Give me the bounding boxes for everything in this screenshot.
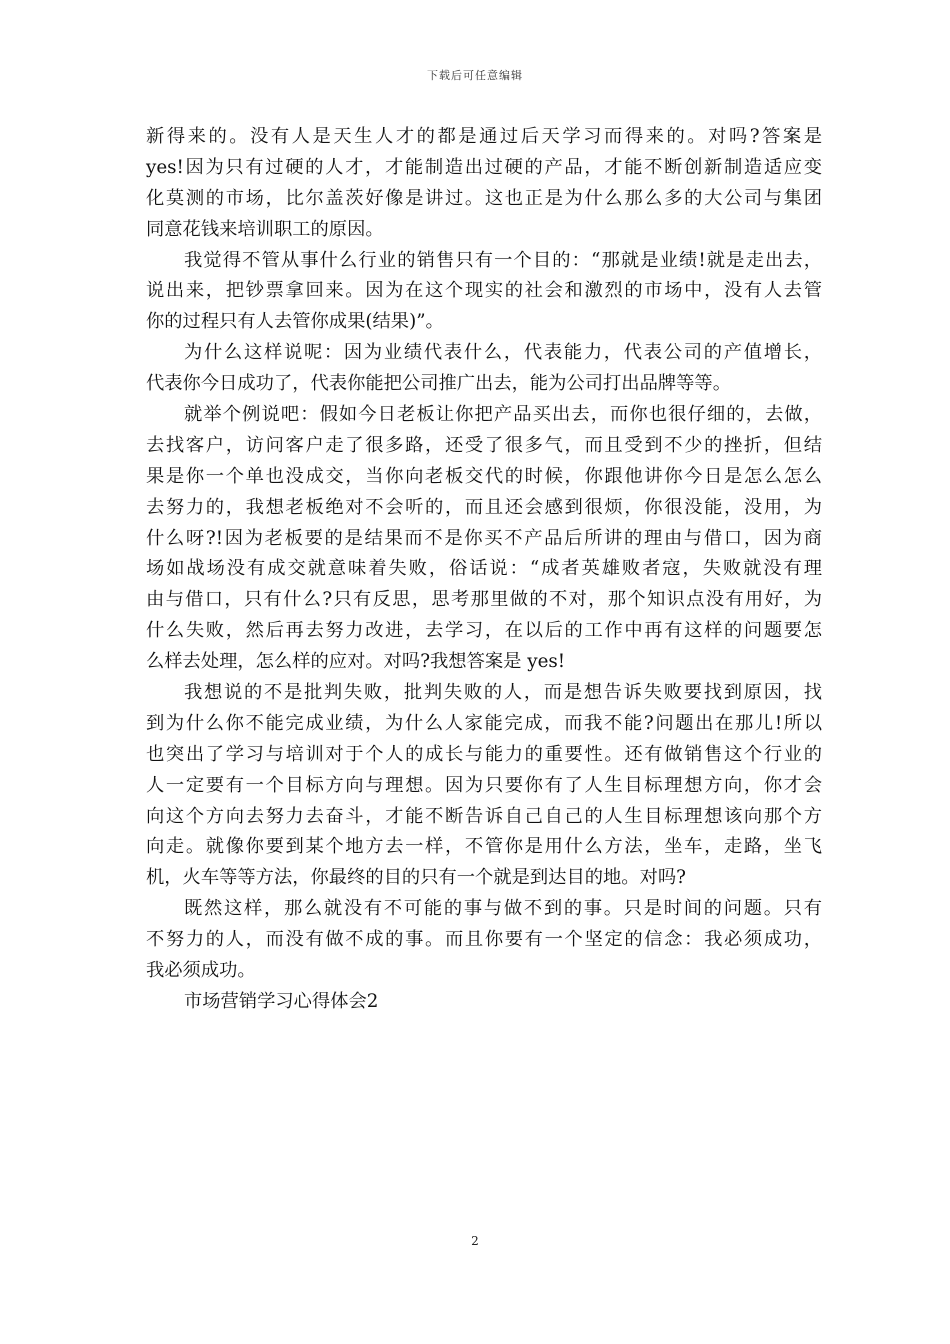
text-line: yes!因为只有过硬的人才，才能制造出过硬的产品，才能不断创新制造适应变 (146, 156, 822, 178)
paragraph (146, 338, 822, 400)
text-line: 什么失败，然后再去努力改进，去学习，在以后的工作中再有这样的问题要怎 (146, 620, 822, 642)
text-line: 不努力的人，而没有做不成的事。而且你要有一个坚定的信念：我必须成功， (146, 929, 822, 951)
paragraph (146, 678, 822, 894)
text-line: 为什么这样说呢：因为业绩代表什么，代表能力，代表公司的产值增长， (184, 342, 822, 364)
text-line: 我必须成功。 (146, 960, 256, 982)
paragraph (146, 122, 822, 246)
paragraph (146, 894, 822, 987)
text-line: 人一定要有一个目标方向与理想。因为只要你有了人生目标理想方向，你才会 (146, 774, 822, 796)
text-line: 场如战场没有成交就意味着失败，俗话说：“成者英雄败者寇，失败就没有理 (146, 558, 822, 580)
paragraph (146, 246, 822, 339)
text-line: 也突出了学习与培训对于个人的成长与能力的重要性。还有做销售这个行业的 (146, 743, 822, 765)
text-line: 去找客户，访问客户走了很多路，还受了很多气，而且受到不少的挫折，但结 (146, 434, 822, 456)
text-line: 就举个例说吧：假如今日老板让你把产品买出去，而你也很仔细的，去做， (184, 404, 822, 426)
text-line: 果是你一个单也没成交，当你向老板交代的时候，你跟他讲你今日是怎么怎么 (146, 465, 822, 487)
text-line: 我觉得不管从事什么行业的销售只有一个目的：“那就是业绩!就是走出去， (184, 249, 822, 271)
text-line: 向这个方向去努力去奋斗，才能不断告诉自己自己的人生目标理想该向那个方 (146, 805, 822, 827)
text-line: 化莫测的市场，比尔盖茨好像是讲过。这也正是为什么那么多的大公司与集团 (146, 187, 822, 209)
text-line: 什么呀?!因为老板要的是结果而不是你买不产品后所讲的理由与借口，因为商 (146, 527, 822, 549)
text-line: 你的过程只有人去管你成果(结果)”。 (146, 311, 444, 333)
text-line: 我想说的不是批判失败，批判失败的人，而是想告诉失败要找到原因，找 (184, 682, 822, 704)
text-line: 去努力的，我想老板绝对不会听的，而且还会感到很烦，你很没能，没用，为 (146, 496, 822, 518)
text-line: 到为什么你不能完成业绩，为什么人家能完成，而我不能?问题出在那儿!所以 (146, 712, 822, 734)
text-line: 说出来，把钞票拿回来。因为在这个现实的社会和激烈的市场中，没有人去管 (146, 280, 822, 302)
page-number: 2 (471, 1234, 479, 1248)
text-line: 市场营销学习心得体会2 (184, 990, 379, 1012)
text-line: 么样去处理，怎么样的应对。对吗?我想答案是 yes! (146, 651, 566, 673)
text-line: 机，火车等等方法，你最终的目的只有一个就是到达目的地。对吗? (146, 867, 686, 889)
text-line: 代表你今日成功了，代表你能把公司推广出去，能为公司打出品牌等等。 (146, 373, 731, 395)
document-body (146, 122, 822, 1018)
text-line: 同意花钱来培训职工的原因。 (146, 218, 384, 240)
header-note: 下载后可任意编辑 (427, 69, 523, 82)
paragraph (146, 400, 822, 678)
paragraph (146, 987, 822, 1018)
text-line: 新得来的。没有人是天生人才的都是通过后天学习而得来的。对吗?答案是 (146, 126, 822, 147)
text-line: 既然这样，那么就没有不可能的事与做不到的事。只是时间的问题。只有 (184, 898, 822, 920)
text-line: 向走。就像你要到某个地方去一样，不管你是用什么方法，坐车，走路，坐飞 (146, 836, 822, 858)
text-line: 由与借口，只有什么?只有反思，思考那里做的不对，那个知识点没有用好，为 (146, 589, 822, 611)
